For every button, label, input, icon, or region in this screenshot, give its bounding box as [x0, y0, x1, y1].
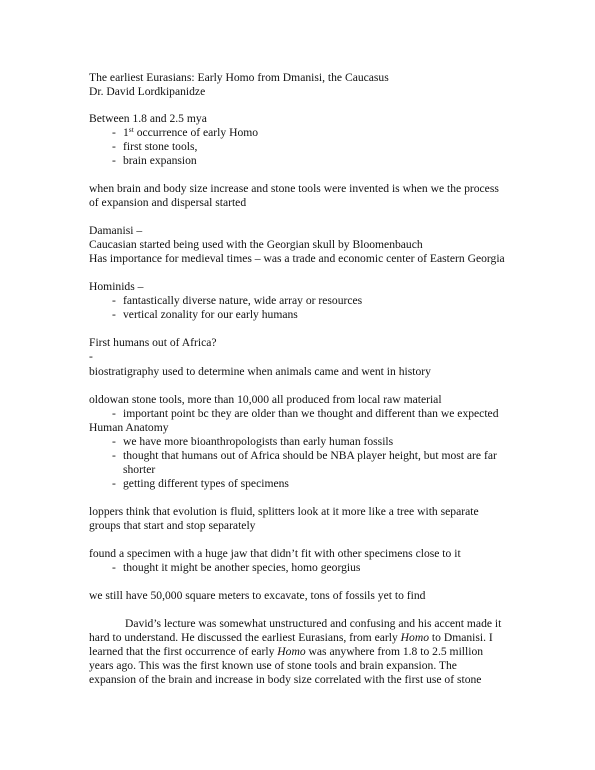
note-line: Has importance for medieval times – was a trade and economic center of Eastern Georgia: [89, 252, 505, 265]
reflection-line: David’s lecture was somewhat unstructured and confusing and his accent made it: [125, 617, 502, 630]
bullet-dash: -: [112, 294, 116, 307]
dash-line: -: [89, 350, 93, 363]
note-line: when brain and body size increase and stone tools were invented is when we the process: [89, 182, 499, 195]
note-line: Caucasian started being used with the Georgian skull by Bloomenbauch: [89, 238, 423, 251]
bullet-item: thought that humans out of Africa should be NBA player height, but most are far: [123, 449, 497, 462]
document-title: The earliest Eurasians: Early Homo from Dmanisi, the Caucasus: [89, 71, 389, 84]
speaker-name: Dr. David Lordkipanidze: [89, 85, 206, 98]
bullet-item: fantastically diverse nature, wide array or resources: [123, 294, 363, 307]
reflection-line: expansion of the brain and increase in body size correlated with the first use of stone: [89, 673, 482, 686]
note-line: oldowan stone tools, more than 10,000 all produced from local raw material: [89, 393, 442, 406]
section-heading: Between 1.8 and 2.5 mya: [89, 112, 207, 125]
bullet-dash: -: [112, 407, 116, 420]
bullet-dash: -: [112, 308, 116, 321]
bullet-item: important point bc they are older than we thought and different than we expected: [123, 407, 499, 420]
note-line: of expansion and dispersal started: [89, 196, 247, 209]
bullet-item-continuation: shorter: [123, 463, 156, 476]
bullet-item: first stone tools,: [123, 140, 198, 153]
note-line: groups that start and stop separately: [89, 519, 256, 532]
bullet-item: getting different types of specimens: [123, 477, 289, 490]
note-line: found a specimen with a huge jaw that didn’t fit with other specimens close to it: [89, 547, 461, 560]
reflection-line: learned that the first occurrence of early Homo was anywhere from 1.8 to 2.5 million: [89, 645, 484, 658]
bullet-dash: -: [112, 561, 116, 574]
section-heading: First humans out of Africa?: [89, 336, 217, 349]
section-heading: Damanisi –: [89, 224, 143, 237]
section-subheading: Human Anatomy: [89, 421, 169, 434]
bullet-dash: -: [112, 477, 116, 490]
note-line: biostratigraphy used to determine when animals came and went in history: [89, 365, 431, 378]
bullet-dash: -: [112, 435, 116, 448]
reflection-line: hard to understand. He discussed the earliest Eurasians, from early Homo to Dmanisi. I: [89, 631, 493, 644]
bullet-item: we have more bioanthropologists than early human fossils: [123, 435, 394, 448]
bullet-dash: -: [112, 449, 116, 462]
bullet-dash: -: [112, 126, 116, 139]
bullet-item: thought it might be another species, homo georgius: [123, 561, 361, 574]
reflection-line: years ago. This was the first known use of stone tools and brain expansion. The: [89, 659, 457, 672]
bullet-dash: -: [112, 154, 116, 167]
note-line: we still have 50,000 square meters to excavate, tons of fossils yet to find: [89, 589, 426, 602]
note-line: loppers think that evolution is fluid, splitters look at it more like a tree with separate: [89, 505, 479, 518]
bullet-item: brain expansion: [123, 154, 197, 167]
bullet-item: vertical zonality for our early humans: [123, 308, 298, 321]
bullet-dash: -: [112, 140, 116, 153]
bullet-item: 1st occurrence of early Homo: [123, 125, 259, 139]
section-heading: Hominids –: [89, 280, 144, 293]
